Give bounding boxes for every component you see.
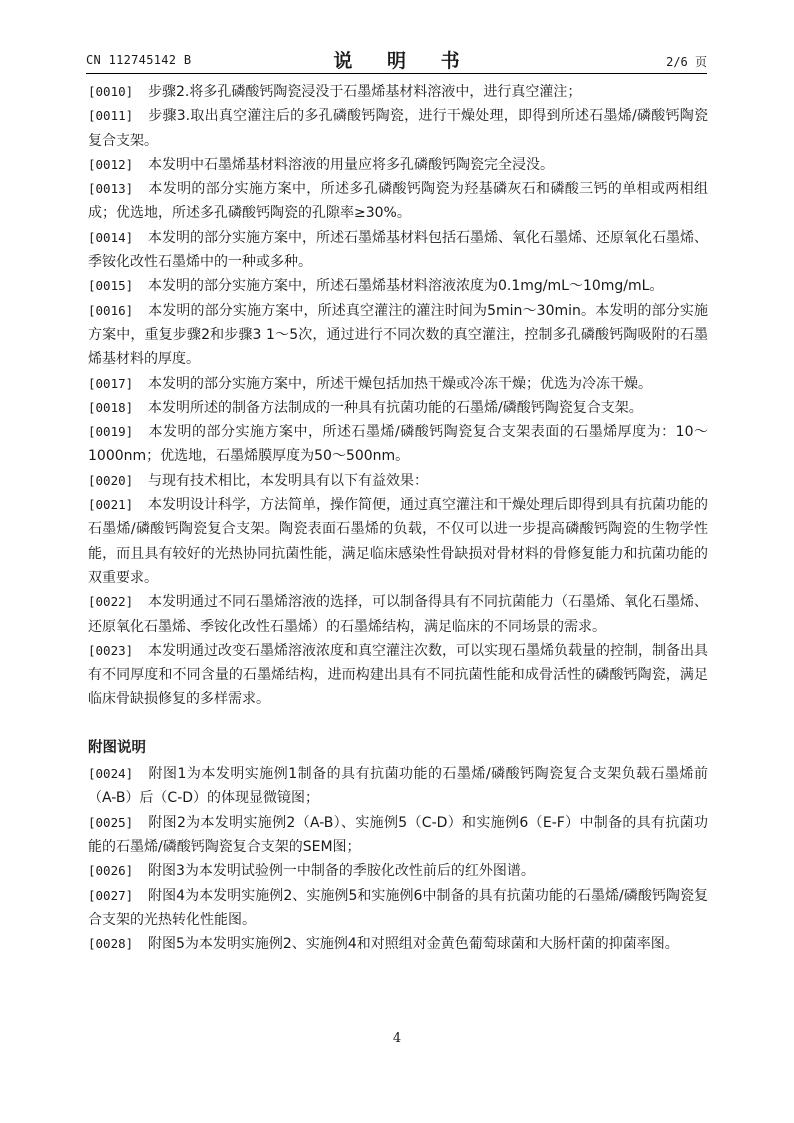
paragraph (88, 299, 708, 372)
paragraph-number: [0012] (88, 156, 134, 172)
paragraph-number: [0021] (88, 497, 134, 513)
paragraph-number: [0026] (88, 863, 134, 879)
paragraph-text: 本发明通过不同石墨烯溶液的选择，可以制备得具有不同抗菌能力（石墨烯、氧化石墨烯、还原氧化石墨烯、季铵化改性石墨烯）的石墨烯结构，满足临床的不同场景的需求。 (88, 594, 708, 635)
paragraph-number: [0019] (88, 424, 134, 440)
paragraph-number: [0018] (88, 399, 134, 415)
paragraph (88, 226, 708, 275)
paragraph-text: 附图2为本发明实施例2（A-B）、实施例5（C-D）和实施例6（E-F）中制备的具有抗菌功能的石墨烯/磷酸钙陶瓷复合支架的SEM图； (88, 814, 708, 855)
paragraph (88, 104, 708, 153)
paragraph (88, 932, 708, 956)
paragraph-number: [0022] (88, 594, 134, 610)
paragraph (88, 811, 708, 860)
paragraph-text: 附图1为本发明实施例1制备的具有抗菌功能的石墨烯/磷酸钙陶瓷复合支架负载石墨烯前（A-B）后（C-D）的体现显微镜图； (88, 766, 708, 807)
paragraph (88, 177, 708, 226)
paragraph (88, 590, 708, 639)
paragraph-number: [0027] (88, 887, 134, 903)
paragraph (88, 859, 708, 883)
paragraph (88, 153, 708, 177)
paragraph-text: 附图3为本发明试验例一中制备的季胺化改性前后的红外图谱。 (148, 863, 535, 880)
paragraph (88, 469, 708, 493)
header-rule (86, 73, 707, 74)
paragraph-number: [0023] (88, 642, 134, 658)
paragraph-text: 本发明设计科学，方法简单，操作简便，通过真空灌注和干燥处理后即得到具有抗菌功能的石墨烯/磷酸钙陶瓷复合支架。陶瓷表面石墨烯的负载，不仅可以进一步提高磷酸钙陶瓷的生物学性能，而且具有较好的光热协同抗菌性能，满足临床感染性骨缺损对骨材料的骨修复能力和抗菌功能的双重要求。 (88, 497, 708, 586)
paragraph (88, 884, 708, 933)
paragraph-number: [0020] (88, 472, 134, 488)
document-title: 说 明 书 (333, 50, 474, 72)
document-body (88, 80, 708, 956)
paragraph-text: 本发明通过改变石墨烯溶液浓度和真空灌注次数，可以实现石墨烯负载量的控制，制备出具有不同厚度和不同含量的石墨烯结构，进而构建出具有不同抗菌性能和成骨活性的磷酸钙陶瓷，满足临床骨缺损修复的多样需求。 (88, 642, 708, 708)
paragraph-text: 本发明的部分实施方案中，所述石墨烯/磷酸钙陶瓷复合支架表面的石墨烯厚度为：10～1000nm；优选地，石墨烯膜厚度为50～500nm。 (88, 424, 708, 465)
paragraph (88, 639, 708, 712)
section-title: 附图说明 (88, 739, 146, 756)
paragraph (88, 420, 708, 469)
paragraph (88, 396, 708, 420)
paragraph-text: 本发明的部分实施方案中，所述石墨烯基材料包括石墨烯、氧化石墨烯、还原氧化石墨烯、季铵化改性石墨烯中的一种或多种。 (88, 229, 708, 271)
paragraph-number: [0014] (88, 229, 134, 245)
paragraph (88, 493, 708, 590)
paragraph-text: 步骤3.取出真空灌注后的多孔磷酸钙陶瓷，进行干燥处理，即得到所述石墨烯/磷酸钙陶瓷复合支架。 (88, 108, 708, 149)
patent-number: CN 112745142 B (86, 53, 192, 67)
paragraph-text: 本发明的部分实施方案中，所述多孔磷酸钙陶瓷为羟基磷灰石和磷酸三钙的单相或两相组成；优选地，所述多孔磷酸钙陶瓷的孔隙率≥30%。 (88, 181, 708, 222)
paragraph-text: 本发明所述的制备方法制成的一种具有抗菌功能的石墨烯/磷酸钙陶瓷复合支架。 (148, 399, 643, 416)
paragraph-number: [0025] (88, 814, 134, 830)
paragraph-number: [0011] (88, 108, 134, 124)
page-number: 4 (392, 1031, 402, 1046)
paragraph-text: 附图5为本发明实施例2、实施例4和对照组对金黄色葡萄球菌和大肠杆菌的抑菌率图。 (148, 936, 679, 953)
paragraph (88, 80, 708, 104)
paragraph-text: 本发明的部分实施方案中，所述干燥包括加热干燥或冷冻干燥；优选为冷冻干燥。 (148, 375, 652, 392)
paragraph-number: [0024] (88, 766, 134, 782)
paragraph-number: [0015] (88, 278, 134, 294)
page-header (86, 46, 707, 72)
paragraph-text: 步骤2.将多孔磷酸钙陶瓷浸没于石墨烯基材料溶液中，进行真空灌注； (148, 84, 582, 100)
paragraph-text: 附图4为本发明实施例2、实施例5和实施例6中制备的具有抗菌功能的石墨烯/磷酸钙陶瓷复合支架的光热转化性能图。 (88, 887, 708, 928)
paragraph-number: [0028] (88, 936, 134, 952)
paragraph-text: 本发明的部分实施方案中，所述石墨烯基材料溶液浓度为0.1mg/mL～10mg/mL。 (148, 278, 664, 295)
paragraph-number: [0010] (88, 84, 134, 99)
paragraph (88, 274, 708, 298)
paragraph-number: [0016] (88, 302, 134, 318)
paragraph-group-figures (88, 762, 708, 956)
paragraph-text: 本发明的部分实施方案中，所述真空灌注的灌注时间为5min～30min。本发明的部分实施方案中，重复步骤2和步骤3 1～5次，通过进行不同次数的真空灌注，控制多孔磷酸钙陶吸附的石墨烯基材料的厚度。 (88, 302, 708, 368)
paragraph-number: [0017] (88, 375, 134, 391)
paragraph-number: [0013] (88, 181, 134, 197)
paragraph-text: 本发明中石墨烯基材料溶液的用量应将多孔磷酸钙陶瓷完全浸没。 (148, 156, 554, 173)
paragraph-group-description (88, 80, 708, 712)
paragraph-text: 与现有技术相比，本发明具有以下有益效果： (148, 472, 428, 489)
paragraph (88, 762, 708, 811)
page-info: 2/6 页 (666, 55, 707, 69)
paragraph (88, 372, 708, 396)
